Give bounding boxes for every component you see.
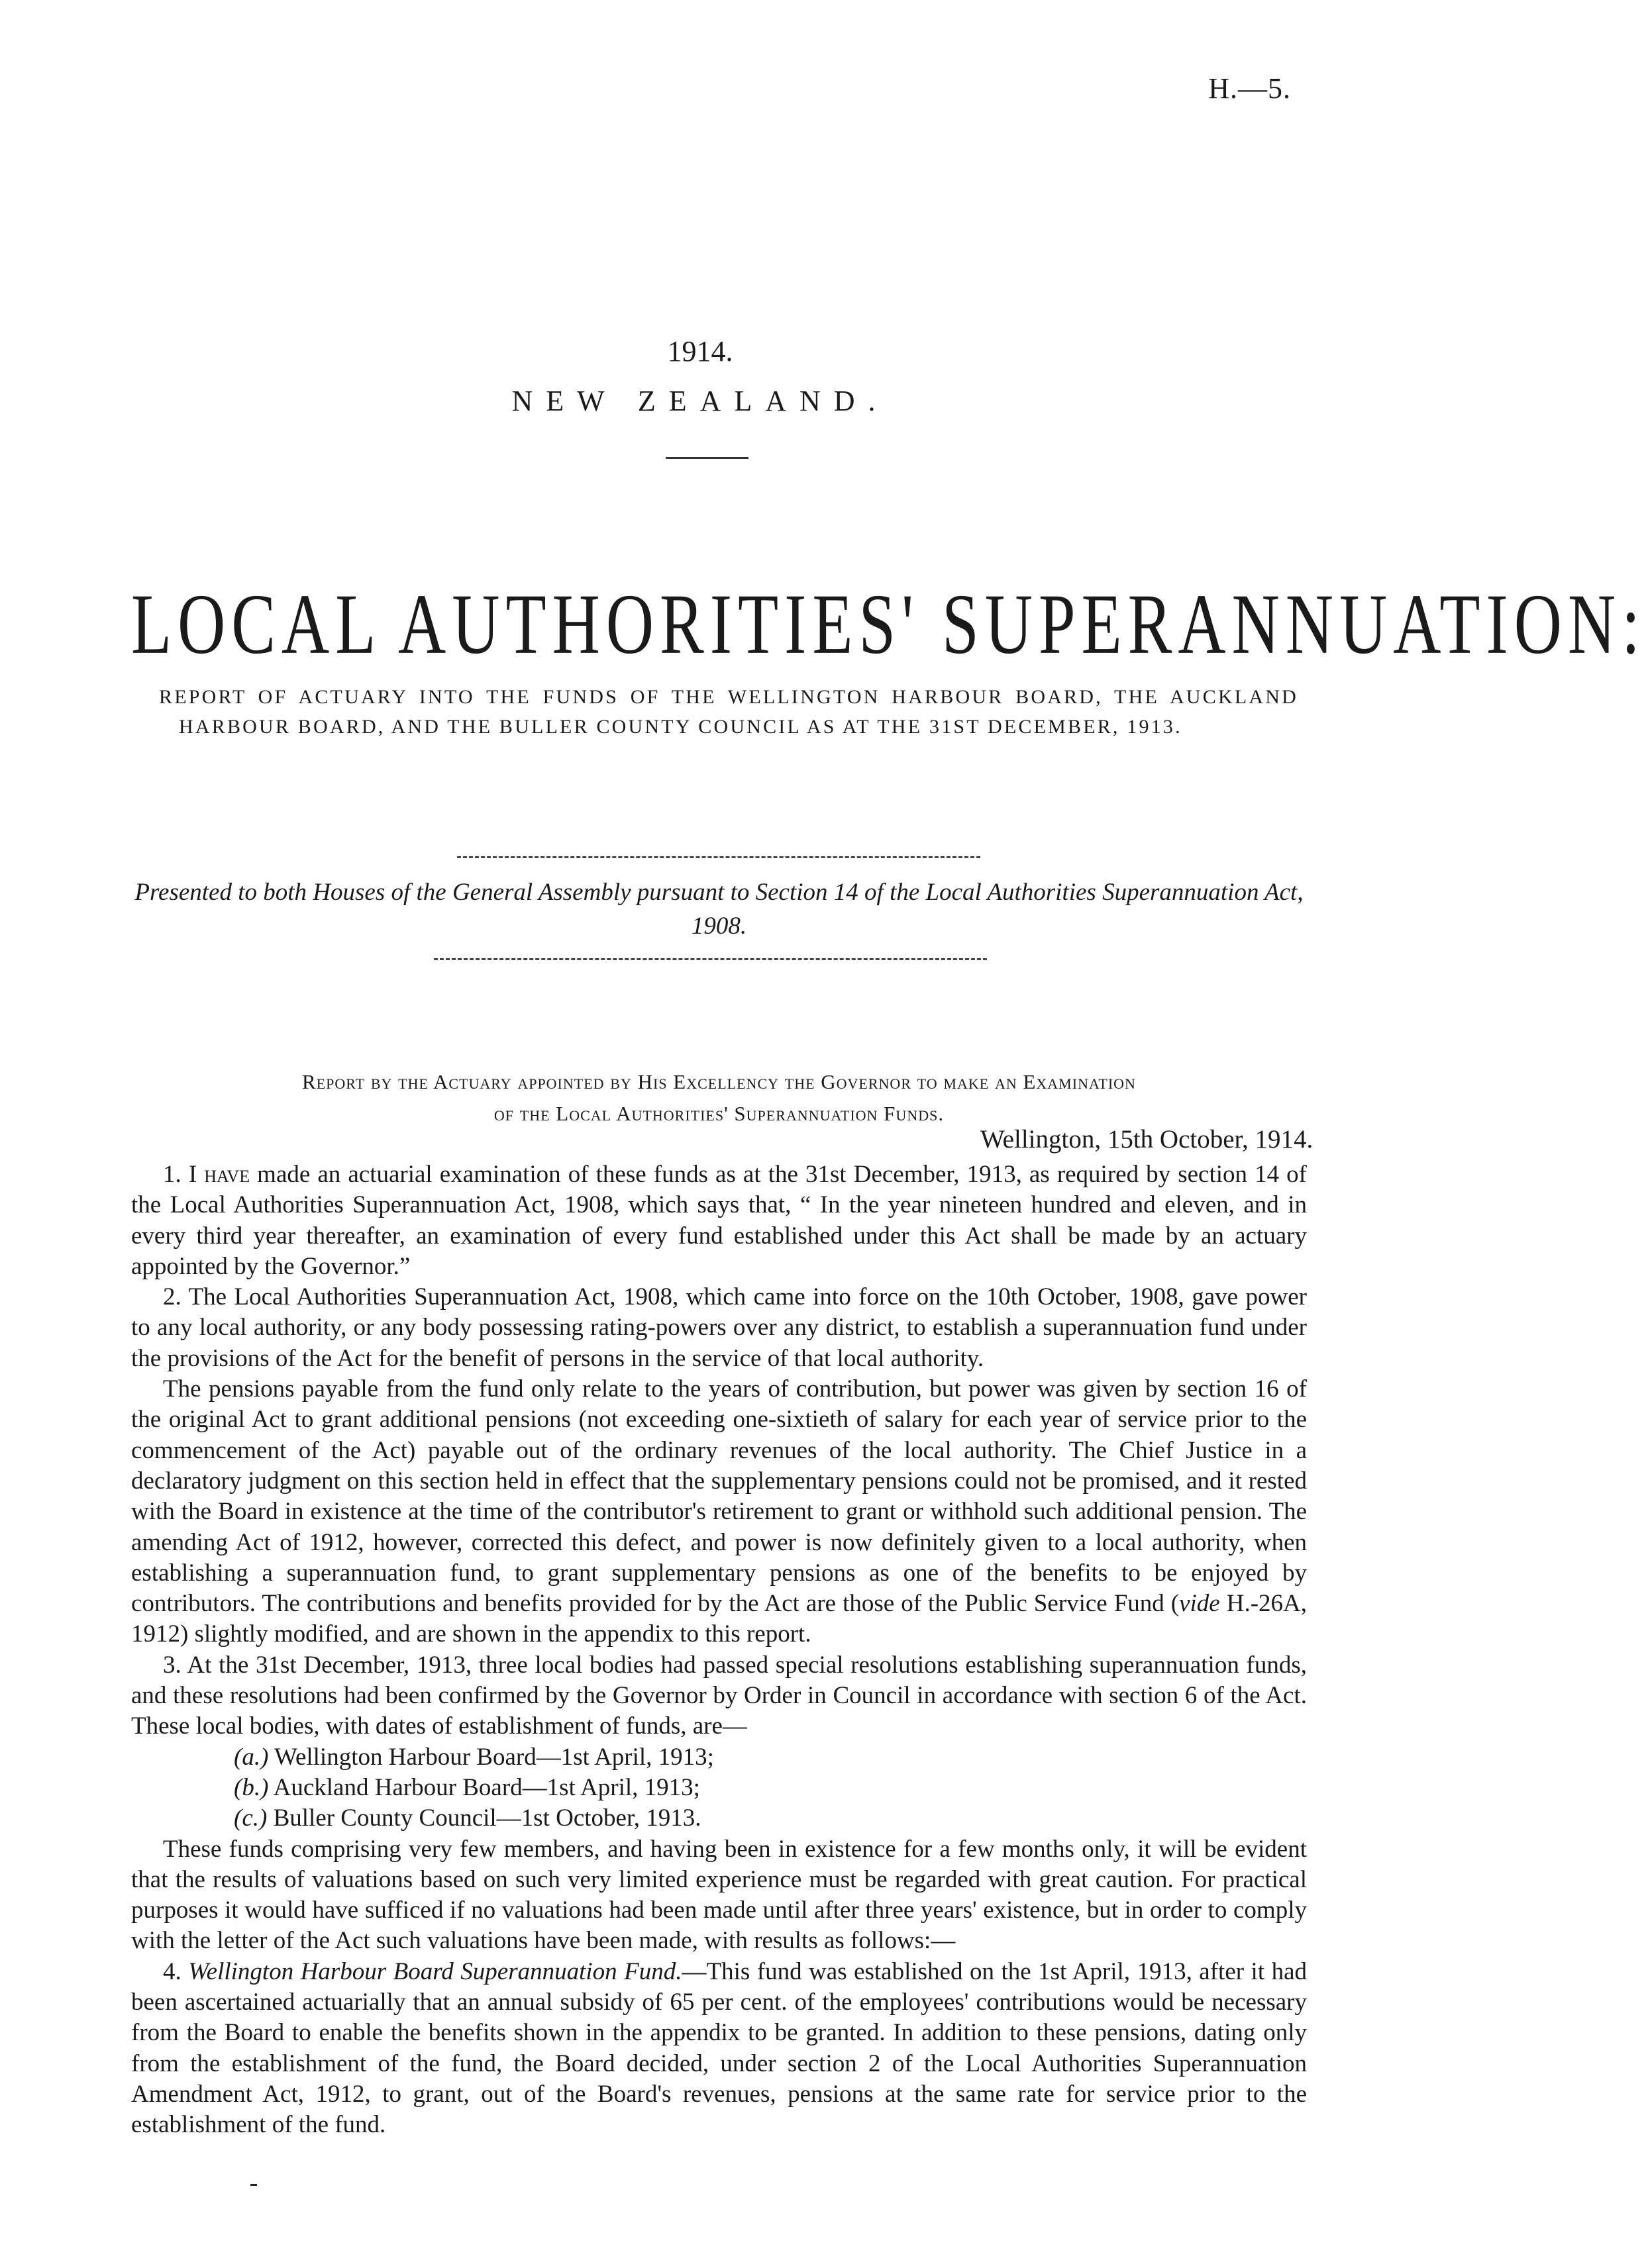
list-text: Buller County Council—1st October, 1913.	[267, 1804, 701, 1832]
list-label: (b.)	[234, 1773, 269, 1801]
paragraph-lead: 1. I have	[163, 1161, 250, 1188]
list-item	[131, 1803, 1307, 1834]
publication-year: 1914.	[667, 335, 733, 368]
divider-rule	[434, 958, 987, 960]
report-heading-line: of the Local Authorities' Superannuation Funds.	[493, 1102, 945, 1125]
paragraph-2: 2. The Local Authorities Superannuation Act, 1908, which came into force on the 10th October, 1908, gave power to any local authority, or any body possessing rating-powers over any district, to establish a superannuation fund under the provisions of the Act for the benefit of persons in the service of that local authority.	[131, 1283, 1307, 1372]
document-subtitle: REPORT OF ACTUARY INTO THE FUNDS OF THE WELLINGTON HARBOUR BOARD, THE AUCKLAND HARBOUR BOARD, AND THE BULLER COUNTY COUNCIL AS AT THE 31ST DECEMBER, 1913.	[159, 686, 1298, 738]
list-label: (a.)	[234, 1743, 269, 1771]
country-heading: NEW ZEALAND.	[511, 385, 889, 417]
page-reference: H.—5.	[1208, 72, 1291, 105]
list-text: Wellington Harbour Board—1st April, 1913;	[268, 1743, 714, 1771]
paragraph-text: —This fund was established on the 1st April, 1913, after it had been ascertained actuarially that an annual subsidy of 65 per cent. of the employees' contributions would be necessary from the Board to enable the benefits shown in the appendix to be granted. In addition to these pensions, dating only from the establishment of the fund, the Board decided, under section 2 of the Local Authorities Superannuation Amendment Act, 1912, to grant, out of the Board's revenues, pensions at the same rate for service prior to the establishment of the fund.	[131, 1957, 1307, 2139]
report-heading-line: Report by the Actuary appointed by His Excellency the Governor to make an Examination	[302, 1070, 1136, 1093]
paragraph-number: 4.	[163, 1957, 189, 1985]
divider-rule	[457, 856, 980, 858]
paragraph-text: The pensions payable from the fund only relate to the years of contribution, but power was given by section 16 of the original Act to grant additional pensions (not exceeding one-sixtieth of salary for each year of service prior to the commencement of the Act) payable out of the ordinary revenues of the local authority. The Chief Justice in a declaratory judgment on this section held in effect that the supplementary pensions could not be promised, and it rested with the Board in existence at the time of the contributor's retirement to grant or withhold such additional pension. The amending Act of 1912, however, corrected this defect, and power is now definitely given to a local authority, when establishing a superannuation fund, to grant supplementary pensions as one of the benefits to be enjoyed by contributors. The contributions and benefits provided for by the Act are those of the Public Service Fund (	[131, 1375, 1307, 1618]
list-item	[131, 1773, 1307, 1803]
paragraph-text: H.-26A, 1912) slightly modified, and are shown in the appendix to this report.	[131, 1590, 1307, 1648]
fund-title: Wellington Harbour Board Superannuation Fund.	[188, 1957, 682, 1985]
ink-mark	[250, 2184, 257, 2186]
paragraph-text: made an actuarial examination of these funds as at the 31st December, 1913, as required by section 14 of the Local Authorities Superannuation Act, 1908, which says that, “ In the year nineteen hundred and eleven, and in every third year thereafter, an examination of every fund established under this Act shall be made by an actuary appointed by the Governor.”	[131, 1161, 1308, 1280]
paragraph-italic: vide	[1179, 1590, 1220, 1618]
paragraph-5: These funds comprising very few members, and having been in existence for a few months only, it will be evident that the results of valuations based on such very limited experience must be regarded with great caution. For practical purposes it would have sufficed if no valuations had been made until after three years' existence, but in order to comply with the letter of the Act such valuations have been made, with results as follows:—	[131, 1835, 1307, 1955]
paragraph-6	[131, 1957, 1307, 2141]
list-text: Auckland Harbour Board—1st April, 1913;	[268, 1773, 700, 1801]
report-date: Wellington, 15th October, 1914.	[980, 1125, 1313, 1154]
paragraph-4: 3. At the 31st December, 1913, three local bodies had passed special resolutions establishing superannuation funds, and these resolutions had been confirmed by the Governor by Order in Council in accordance with section 6 of the Act. These local bodies, with dates of establishment of funds, are—	[131, 1651, 1307, 1740]
document-title: LOCAL AUTHORITIES' SUPERANNUATION:	[131, 576, 1646, 672]
list-item	[131, 1742, 1307, 1773]
paragraph-1	[131, 1159, 1307, 1282]
presentation-note: Presented to both Houses of the General Assembly pursuant to Section 14 of the Local Authorities Superannuation Act, 1908.	[134, 879, 1304, 940]
divider-rule	[666, 457, 748, 459]
report-body	[131, 1159, 1307, 2141]
paragraph-3	[131, 1374, 1307, 1650]
report-heading	[131, 1066, 1307, 1130]
list-label: (c.)	[234, 1804, 268, 1832]
